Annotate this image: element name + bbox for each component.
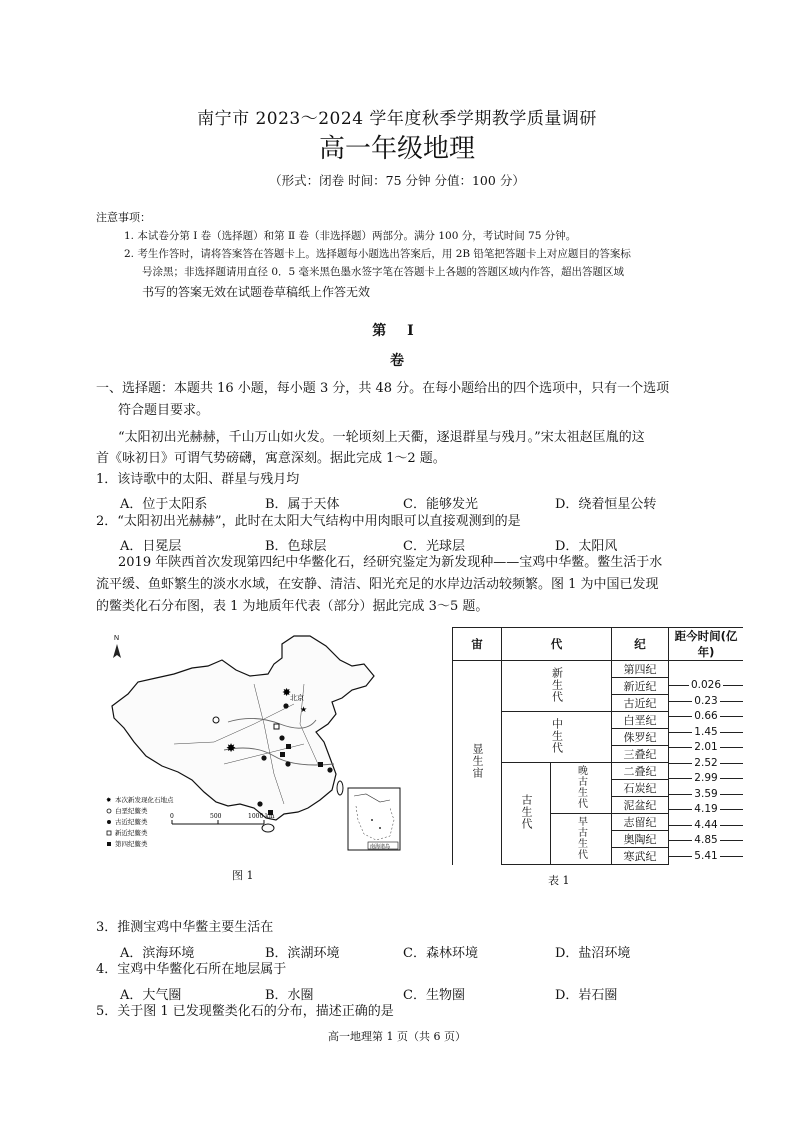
time-9: 4.44 (669, 818, 743, 832)
question-3-option-c[interactable]: C．森林环境 (403, 946, 478, 961)
north-label: N (114, 635, 120, 642)
question-2-option-a[interactable]: A．日冕层 (120, 539, 182, 554)
period-permian: 二叠纪 (612, 763, 669, 780)
inset-label: 南海诸岛 (370, 844, 391, 850)
section-instruction-2: 符合题目要求。 (118, 403, 210, 418)
legend-quaternary: 第四纪鳖类 (115, 841, 148, 848)
time-5: 2.52 (669, 756, 743, 770)
question-2-option-c[interactable]: C．光球层 (403, 539, 465, 554)
passage2-line3: 的鳖类化石分布图，表 1 为地质年代表（部分）据此完成 3～5 题。 (96, 599, 489, 614)
south-china-sea-inset (348, 788, 400, 850)
question-1-option-d[interactable]: D．绕着恒星公转 (555, 497, 657, 512)
notice-item-2-cont2: 书写的答案无效在试题卷草稿纸上作答无效 (142, 285, 371, 299)
scale-label-500: 500 (210, 813, 222, 820)
time-3: 1.45 (669, 725, 743, 739)
marker-paleogene-icon (261, 755, 266, 760)
question-1-option-b[interactable]: B．属于天体 (265, 497, 340, 512)
page-footer: 高一地理第 1 页（共 6 页） (328, 1030, 466, 1043)
question-3-stem: 3．推测宝鸡中华鳖主要生活在 (96, 920, 274, 935)
question-4-option-c[interactable]: C．生物圈 (403, 988, 465, 1003)
beijing-label: 北京 (290, 694, 304, 702)
table-1-caption: 表 1 (548, 874, 570, 887)
period-carboniferous: 石炭纪 (612, 780, 669, 797)
exam-title-line1: 南宁市 2023～2024 学年度秋季学期教学质量调研 (197, 109, 597, 129)
question-2-option-b[interactable]: B．色球层 (265, 539, 327, 554)
section-instruction-1: 一、选择题：本题共 16 小题，每小题 3 分，共 48 分。在每小题给出的四个选项中，只有一个选项 (96, 381, 670, 396)
marker-quaternary-icon (280, 752, 285, 757)
scale-label-0: 0 (170, 813, 174, 820)
marker-paleogene-icon (327, 767, 332, 772)
time-8: 4.19 (669, 802, 743, 816)
exam-title-subject: 高一年级地理 (318, 134, 475, 164)
question-3-option-a[interactable]: A．滨海环境 (120, 946, 195, 961)
question-1-option-a[interactable]: A．位于太阳系 (120, 497, 208, 512)
question-5-stem: 5．关于图 1 已发现鳖类化石的分布，描述正确的是 (96, 1004, 394, 1019)
taiwan-island (337, 781, 343, 795)
period-devonian: 泥盆纪 (612, 797, 669, 814)
question-4-option-d[interactable]: D．岩石圈 (555, 988, 618, 1003)
question-2-stem: 2．“太阳初出光赫赫”，此时在太阳大气结构中用肉眼可以直接观测到的是 (96, 514, 521, 529)
notice-item-2: 2. 考生作答时，请将答案答在答题卡上。选择题每小题选出答案后，用 2B 铅笔把答题卡上对应题目的答案标 (124, 248, 631, 260)
marker-paleogene-icon (257, 801, 262, 806)
time-6: 2.99 (669, 771, 743, 785)
time-scale (669, 670, 743, 862)
time-0: 0.026 (669, 678, 743, 692)
marker-new-site-icon: ✸ (282, 686, 292, 699)
time-column (669, 661, 744, 865)
passage1-line1: “太阳初出光赫赫，千山万山如火发。一轮顷刻上天衢，逐退群星与残月。”宋太祖赵匡胤的这 (118, 430, 645, 445)
marker-new-site-icon: ✸ (226, 741, 237, 755)
question-4-option-a[interactable]: A．大气圈 (120, 988, 182, 1003)
notice-item-2-cont: 号涂黑；非选择题请用直径 0．5 毫米黑色墨水签字笔在答题卡上各题的答题区域内作答，超出答题区域 (142, 266, 625, 278)
china-outline (112, 636, 374, 820)
question-4-stem: 4．宝鸡中华鳖化石所在地层属于 (96, 962, 287, 977)
period-cambrian: 寒武纪 (612, 848, 669, 865)
legend-quaternary-icon (107, 842, 111, 846)
period-neogene: 新近纪 (612, 678, 669, 695)
beijing-star-icon: ★ (300, 705, 308, 714)
legend-cretaceous-icon (107, 809, 111, 813)
period-jurassic: 侏罗纪 (612, 729, 669, 746)
legend-paleogene: 古近纪鳖类 (115, 819, 148, 826)
question-1-stem: 1．该诗歌中的太阳、群星与残月均 (96, 472, 300, 487)
legend-neogene: 新近纪鳖类 (115, 830, 148, 837)
question-3-option-d[interactable]: D．盐沼环境 (555, 946, 631, 961)
period-silurian: 志留纪 (612, 814, 669, 831)
china-fossil-map (104, 624, 404, 854)
era-mesozoic: 中生代 (550, 717, 564, 754)
china-map-svg (104, 624, 404, 854)
time-10: 4.85 (669, 833, 743, 847)
marker-quaternary-icon (286, 744, 291, 749)
marker-paleogene-icon (285, 761, 290, 766)
header-eon: 宙 (453, 628, 502, 661)
legend-cretaceous: 白垩纪鳖类 (115, 808, 148, 815)
section-volume: 卷 (390, 353, 404, 369)
era-paleozoic: 古生代 (520, 794, 533, 830)
map-legend (106, 795, 174, 848)
era-early-paleozoic: 早古生代 (575, 815, 587, 860)
legend-new-site-icon: ✸ (106, 797, 112, 804)
question-2-option-d[interactable]: D．太阳风 (555, 539, 618, 554)
period-ordovician: 奥陶纪 (612, 831, 669, 848)
period-paleogene: 古近纪 (612, 695, 669, 712)
legend-new-site: 本次新发现化石地点 (115, 797, 174, 804)
passage1-line2: 首《咏初日》可谓气势磅礴，寓意深刻。据此完成 1～2 题。 (96, 451, 446, 466)
marker-quaternary-icon (318, 762, 323, 767)
marker-neogene-icon (274, 724, 279, 729)
eon-phanerozoic: 显生宙 (471, 743, 484, 780)
era-cenozoic: 新生代 (550, 666, 564, 703)
notice-heading: 注意事项： (96, 211, 151, 224)
time-1: 0.23 (669, 694, 743, 708)
time-4: 2.01 (669, 740, 743, 754)
marker-paleogene-icon (279, 735, 284, 740)
legend-neogene-icon (107, 831, 111, 835)
geo-table (452, 627, 743, 865)
scale-label-1000: 1000 km (248, 813, 275, 820)
period-quaternary: 第四纪 (612, 661, 669, 678)
geologic-time-table (452, 627, 743, 865)
hainan-island (262, 824, 274, 832)
exam-info: （形式：闭卷 时间：75 分钟 分值：100 分） (269, 173, 525, 188)
header-period: 纪 (612, 628, 669, 661)
question-4-option-b[interactable]: B．水圈 (265, 988, 314, 1003)
passage2-line1: 2019 年陕西首次发现第四纪中华鳖化石，经研究鉴定为新发现种——宝鸡中华鳖。鳖生活于水 (118, 555, 663, 570)
time-7: 3.59 (669, 787, 743, 801)
header-era: 代 (502, 628, 612, 661)
legend-paleogene-icon (107, 820, 111, 824)
question-1-option-c[interactable]: C．能够发光 (403, 497, 478, 512)
time-11: 5.41 (669, 849, 743, 863)
figure-1-caption: 图 1 (232, 869, 254, 882)
header-time: 距今时间(亿年) (669, 628, 744, 661)
passage2-line2: 流平缓、鱼虾繁生的淡水水域，在安静、清洁、阳光充足的水岸边活动较频繁。图 1 为中国已发现 (96, 577, 659, 592)
marker-paleogene-icon (283, 703, 288, 708)
section-part: 第 Ⅰ (372, 323, 422, 339)
era-late-paleozoic: 晚古生代 (575, 764, 587, 809)
period-triassic: 三叠纪 (612, 746, 669, 763)
scale-bar (170, 813, 275, 824)
north-arrow-icon (113, 635, 121, 658)
time-2: 0.66 (669, 709, 743, 723)
notice-item-1: 1. 本试卷分第 Ⅰ 卷（选择题）和第 Ⅱ 卷（非选择题）两部分。满分 100 分，考试时间 75 分钟。 (124, 230, 577, 242)
marker-cretaceous-icon (213, 717, 219, 723)
period-cretaceous: 白垩纪 (612, 712, 669, 729)
question-3-option-b[interactable]: B．滨湖环境 (265, 946, 340, 961)
